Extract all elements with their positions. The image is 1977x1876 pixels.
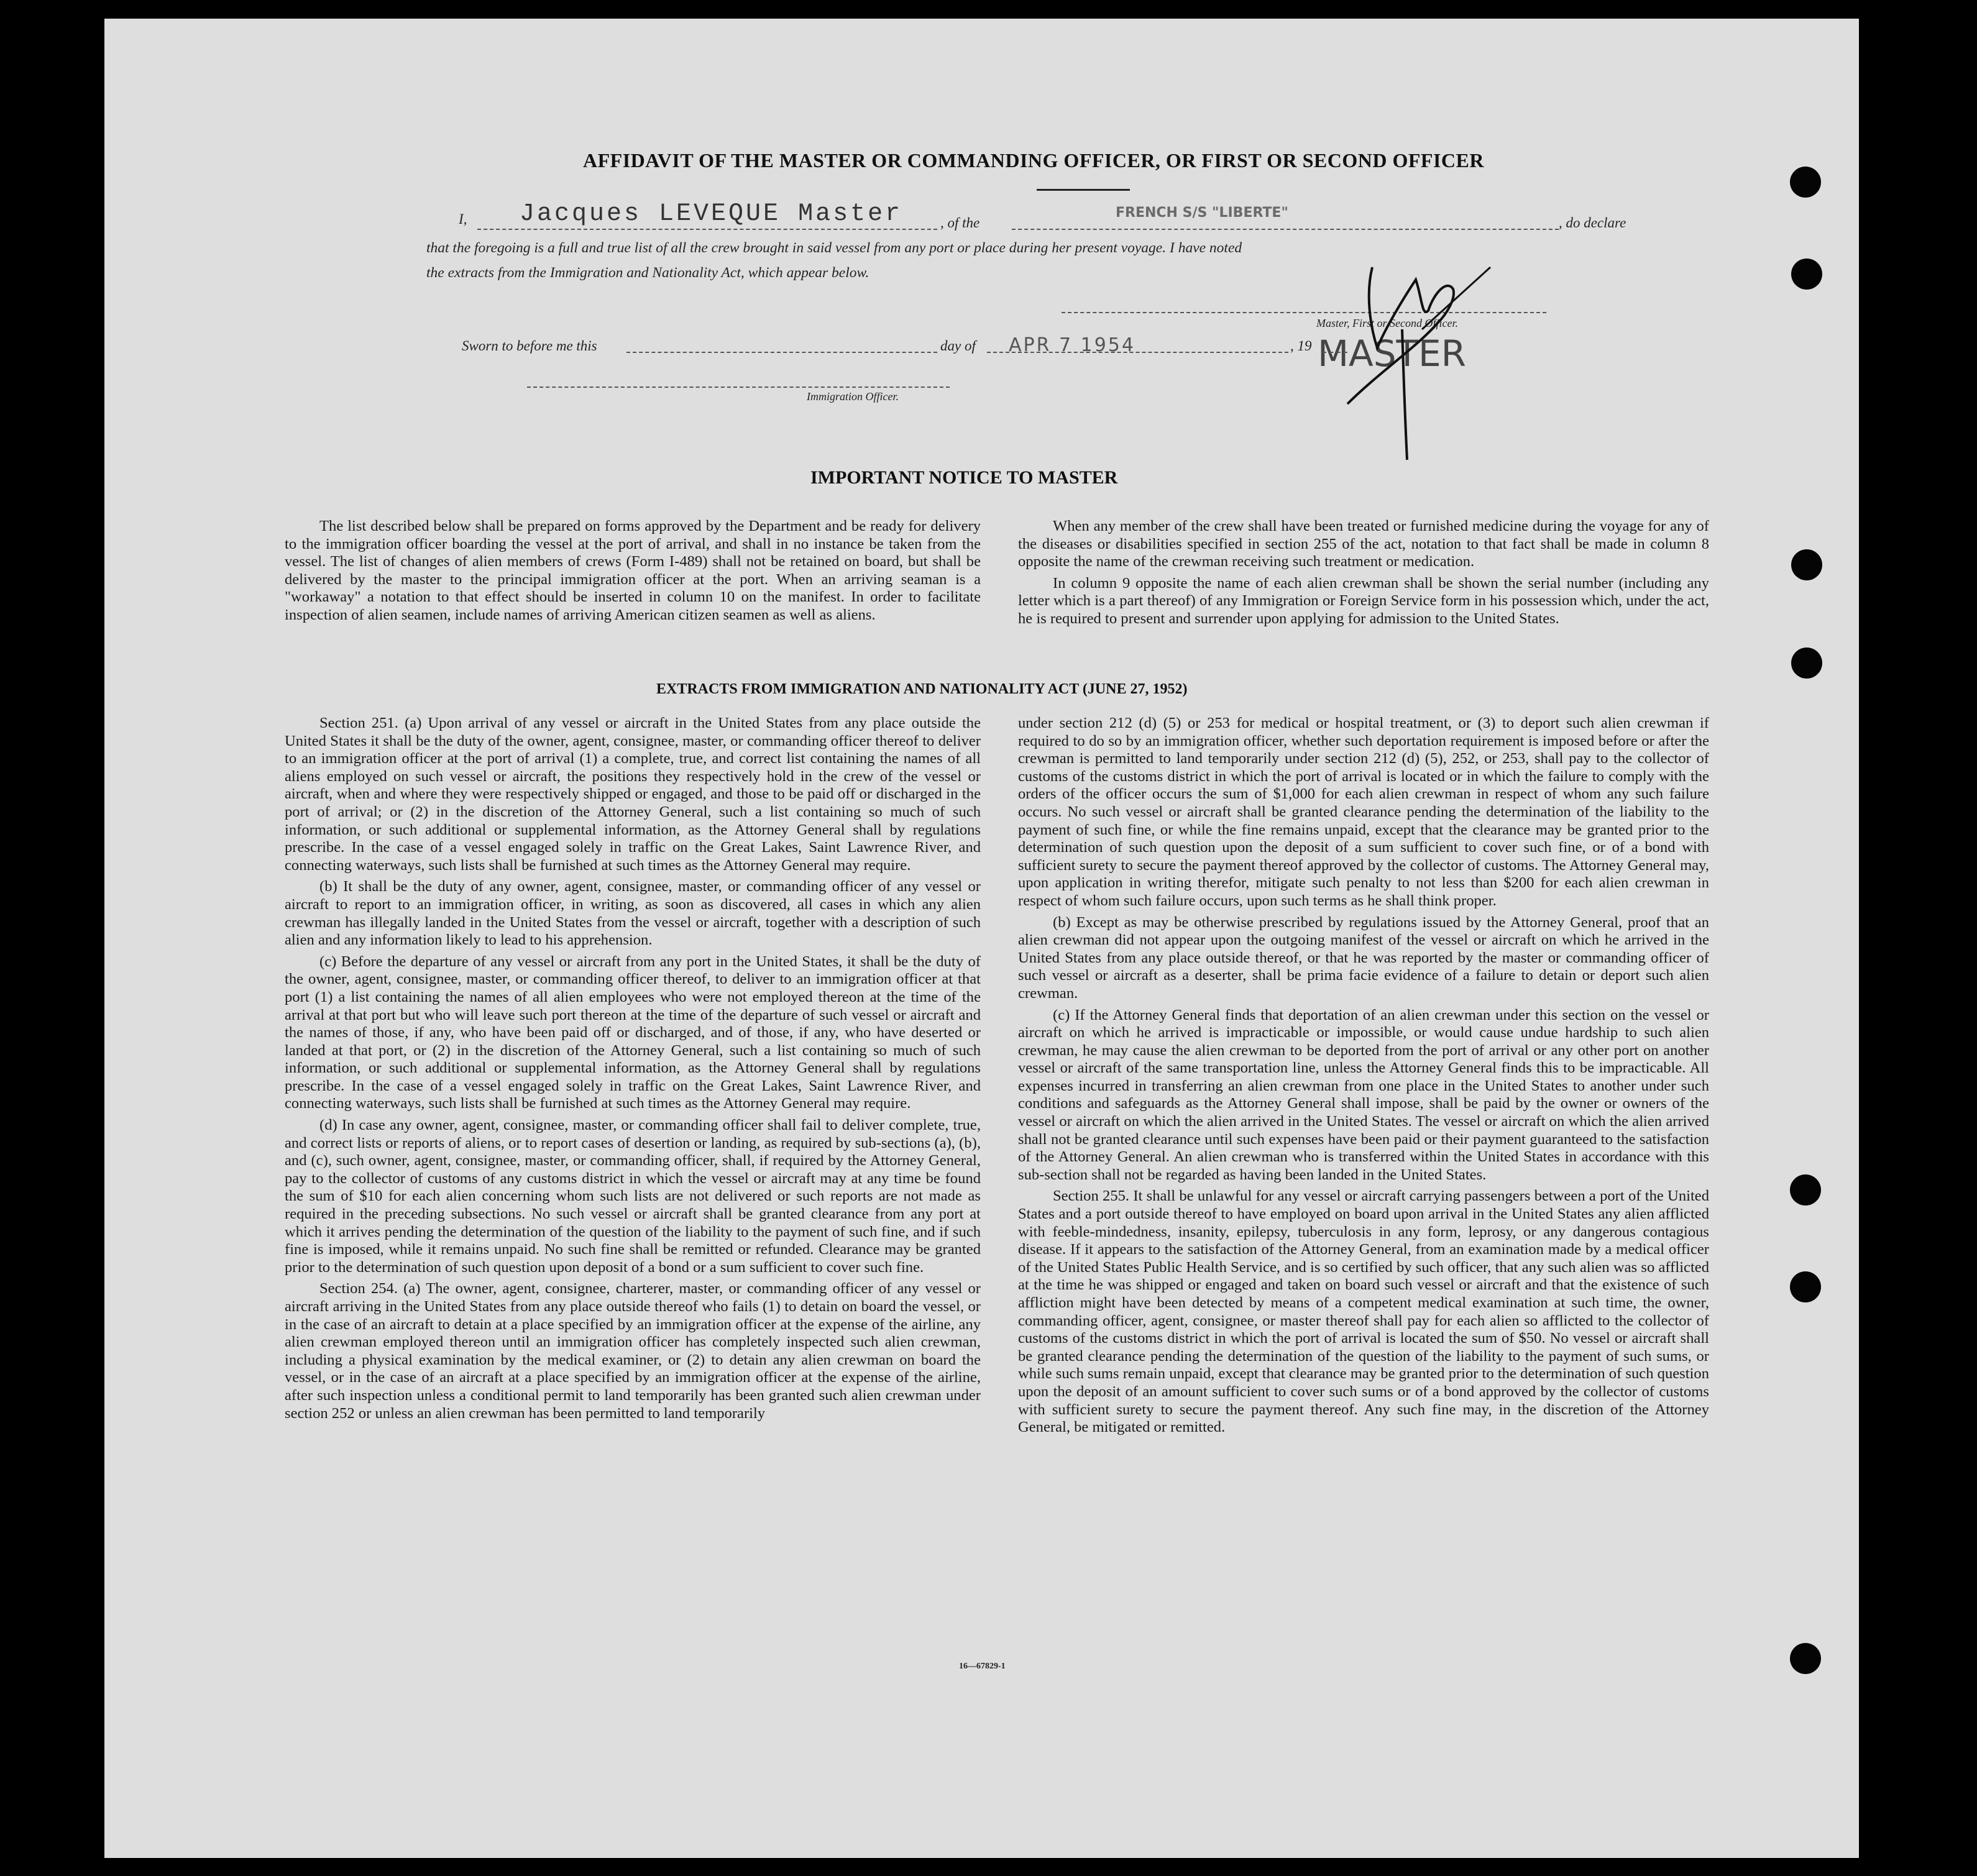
section-255: Section 255. It shall be unlawful for any vessel or aircraft carrying passengers between a port of the United States and a port outside thereof to have employed on board upon arrival in the United States any alien afflicted with feeble-mindedness, insanity, epilepsy, tuberculosis in any form, leprosy, or any dangerous contagious disease. If it appears to the satisfaction of the Attorney General, from an examination made by a medical officer of the United States Public Health Service, and is so certified by such officer, that any such alien was so afflicted at the time he was shipped or engaged and taken on board such vessel or aircraft and that the existence of such affliction might have been detected by means of a competent medical examination at such time, the owner, commanding officer, agent, consignee, or master thereof shall pay for each alien so afflicted to the collector of customs of the customs district in which the port of arrival is located the sum of $50. No vessel or aircraft shall be granted clearance pending the determination of the question of the liability to the payment of such sums, or while such sums remain unpaid, except that clearance may be granted prior to the determination of such question upon the deposit of an amount sufficient to cover such sums or of a bond approved by the collector of customs with sufficient surety to secure the payment thereof. Any such fine may, in the discretion of the Attorney General, be mitigated or remitted. [1018,1187,1709,1436]
punch-hole [1791,549,1822,580]
punch-hole [1790,167,1821,198]
vessel-stamp: FRENCH S/S "LIBERTE" [1116,205,1288,221]
affidavit-title: AFFIDAVIT OF THE MASTER OR COMMANDING OFFICER, OR FIRST OR SECOND OFFICER [583,149,1484,172]
form-code: 16—67829-1 [959,1662,1006,1671]
name-line [477,229,937,230]
section-254c: (c) If the Attorney General finds that deportation of an alien crewman under this section on the vessel or aircraft on which he arrived is impracticable or impossible, or would cause undue hardship to such alien crewman, he may cause the alien crewman to be deported from the port of arrival or any other port on another vessel or aircraft of the same transportation line, unless the Attorney General finds this to be impracticable. All expenses incurred in transferring an alien crewman from one place in the United States to another under such conditions and safeguards as the Attorney General shall impose, shall be paid by the owner or owners of the vessel or aircraft on which the alien arrived in the United States. The vessel or aircraft on which the alien arrived shall not be granted clearance until such expenses have been paid or their payment guaranteed to the satisfaction of the Attorney General. An alien crewman who is transferred within the United States in accordance with this sub-section shall not be regarded as having been landed in the United States. [1018,1006,1709,1183]
section-254b: (b) Except as may be otherwise prescribed by regulations issued by the Attorney General, proof that an alien crewman did not appear upon the outgoing manifest of the vessel or aircraft on which he arrived in the United States from any place outside thereof, or that he was reported by the master or commanding officer of such vessel or aircraft as a deserter, shall be prima facie evidence of a failure to detain or deport such alien crewman. [1018,913,1709,1002]
punch-hole [1791,259,1822,290]
vessel-line [1012,229,1559,230]
notice-left-paragraph: The list described below shall be prepared on forms approved by the Department and be ready for delivery to the immigration officer boarding the vessel at the port of arrival, and shall in no instance be taken from the vessel. The list of changes of alien members of crews (Form I-489) shall not be retained on board, but shall be delivered by the master to the principal immigration officer at the port. When an arriving seaman is a "workaway" a notation to that effect should be inserted in column 10 on the manifest. In order to facilitate inspection of alien seamen, include names of arriving American citizen seamen as well as aliens. [285,518,981,623]
master-name: Jacques LEVEQUE Master [520,200,903,228]
master-caption: Master, First or Second Officer. [1316,317,1458,329]
extracts-right-column [1018,715,1709,1440]
year-label: , 19 [1290,338,1312,354]
master-stamp: MASTER [1318,332,1466,375]
statement-line-1: that the foregoing is a full and true list of all the crew brought in said vessel from any port or place during her present voyage. I have noted [426,240,1242,256]
immigration-officer-caption: Immigration Officer. [807,390,899,403]
punch-hole [1790,1271,1821,1302]
notice-right-paragraph-1: When any member of the crew shall have been treated or furnished medicine during the voyage for any of the diseases or disabilities specified in section 255 of the act, notation to that fact shall be made in column 8 opposite the name of the crewman receiving such treatment or medication. [1018,518,1709,570]
notice-right-column [1018,518,1709,632]
section-254a-continued: under section 212 (d) (5) or 253 for medical or hospital treatment, or (3) to deport such alien crewman if required to do so by an immigration officer, whether such deportation requirement is imposed before or after the crewman is permitted to land temporarily under section 212 (d) (5), 252, or 253, shall pay to the collector of customs of the customs district in which the port of arrival is located or in which the failure to comply with the orders of the officer occurs the sum of $1,000 for each alien crewman in respect of whom any such failure occurs. No such vessel or aircraft shall be granted clearance pending the determination of the liability to the payment of such fine, or while the fine remains unpaid, except that the clearance may be granted prior to the determination of such question upon the deposit of a sum sufficient to cover such fine, or of a bond with sufficient surety to secure the payment thereof approved by the collector of customs. The Attorney General may, upon application in writing therefor, mitigate such penalty to not less than $200 for each alien crewman in respect of whom such failure occurs, upon such terms as he shall think proper. [1018,715,1709,909]
notice-heading: IMPORTANT NOTICE TO MASTER [810,467,1118,488]
sworn-label: Sworn to before me this [462,338,597,354]
extracts-heading: EXTRACTS FROM IMMIGRATION AND NATIONALITY ACT (JUNE 27, 1952) [656,681,1188,697]
notice-left-column [285,518,981,628]
section-254a: Section 254. (a) The owner, agent, consignee, charterer, master, or commanding officer of any vessel or aircraft arriving in the United States from any place outside thereof who fails (1) to detain on board the vessel, or in the case of an aircraft to detain at a place specified by an immigration officer at the expense of the airline, any alien crewman employed thereon until an immigration officer has completely inspected such alien crewman, including a physical examination by the medical examiner, or (2) to detain any alien crewman on board the vessel, or in the case of an aircraft at a place specified by an immigration officer at the expense of the airline, after such inspection unless a conditional permit to land temporarily has been granted such alien crewman under section 252 or unless an alien crewman has been permitted to land temporarily [285,1280,981,1422]
day-of-label: day of [940,338,976,354]
bleed-through [1615,367,1623,383]
notice-right-paragraph-2: In column 9 opposite the name of each alien crewman shall be shown the serial number (including any letter which is a part thereof) of any Immigration or Foreign Service form in his possession which, under the act, he is required to present and surrender upon applying for admission to the United States. [1018,574,1709,627]
date-stamp: APR 7 1954 [1009,334,1135,356]
do-declare-label: , do declare [1559,215,1626,231]
section-251b: (b) It shall be the duty of any owner, agent, consignee, master, or commanding officer of any vessel or aircraft to report to an immigration officer, in writing, as soon as discovered, all cases in which any alien crewman has illegally landed in the United States from the vessel or aircraft, together with a description of such alien and any information likely to lead to his apprehension. [285,878,981,949]
section-251c: (c) Before the departure of any vessel or aircraft from any port in the United States, it shall be the duty of the owner, agent, consignee, master, or commanding officer thereof, to deliver to an immigration officer at that port (1) a list containing the names of all alien employees who were not employed thereon at the time of the arrival at that port but who will leave such port thereon at the time of the departure of such vessel or aircraft and the names of those, if any, who have been paid off or discharged, and of those, if any, who have deserted or landed at that port, or (2) in the discretion of the Attorney General, such a list containing so much of such information, or such additional or supplemental information, as the Attorney General shall by regulations prescribe. In the case of a vessel engaged solely in traffic on the Great Lakes, Saint Lawrence River, and connecting waterways, such lists shall be furnished at such times as the Attorney General may require. [285,953,981,1112]
punch-hole [1791,647,1822,679]
punch-hole [1790,1643,1821,1674]
title-rule [1037,189,1130,191]
extracts-left-column [285,715,981,1426]
year-line [1323,352,1347,353]
statement-line-2: the extracts from the Immigration and Nationality Act, which appear below. [426,265,869,281]
i-label: I, [459,211,467,227]
section-251a: Section 251. (a) Upon arrival of any vessel or aircraft in the United States from any place outside the United States it shall be the duty of the owner, agent, consignee, master, or commanding officer thereof to deliver to an immigration officer at the port of arrival (1) a complete, true, and correct list containing the names of all aliens employed on such vessel or aircraft, the positions they respectively hold in the crew of the vessel or aircraft, when and where they were respectively shipped or engaged, and those to be paid off or discharged in the port of arrival; or (2) in the discretion of the Attorney General, such a list containing so much of such information, or such additional or supplemental information, as the Attorney General shall by regulations prescribe. In the case of a vessel engaged solely in traffic on the Great Lakes, Saint Lawrence River, and connecting waterways, such lists shall be furnished at such times as the Attorney General may require. [285,715,981,874]
immigration-officer-line [527,387,950,388]
section-251d: (d) In case any owner, agent, consignee, master, or commanding officer shall fail to deliver complete, true, and correct lists or reports of aliens, or to report cases of desertion or landing, as required by sub-sections (a), (b), and (c), such owner, agent, consignee, master, or commanding officer, shall, if required by the Attorney General, pay to the collector of customs of any customs district in which the vessel or aircraft may at any time be found the sum of $10 for each alien concerning whom such lists are not delivered or such reports are not made as required in the preceding subsections. No such vessel or aircraft shall be granted clearance from any port at which it arrives pending the determination of the question of the liability to the payment of such fine, and if such fine is imposed, while it remains unpaid. No such fine shall be remitted or refunded. Clearance may be granted prior to the determination of such question upon deposit of a bond or a sum sufficient to cover such fine. [285,1117,981,1276]
punch-hole [1790,1174,1821,1206]
of-the-label: , of the [940,215,980,231]
affidavit-page [104,19,1859,1858]
master-signature [1329,255,1509,466]
sworn-line [626,352,937,353]
